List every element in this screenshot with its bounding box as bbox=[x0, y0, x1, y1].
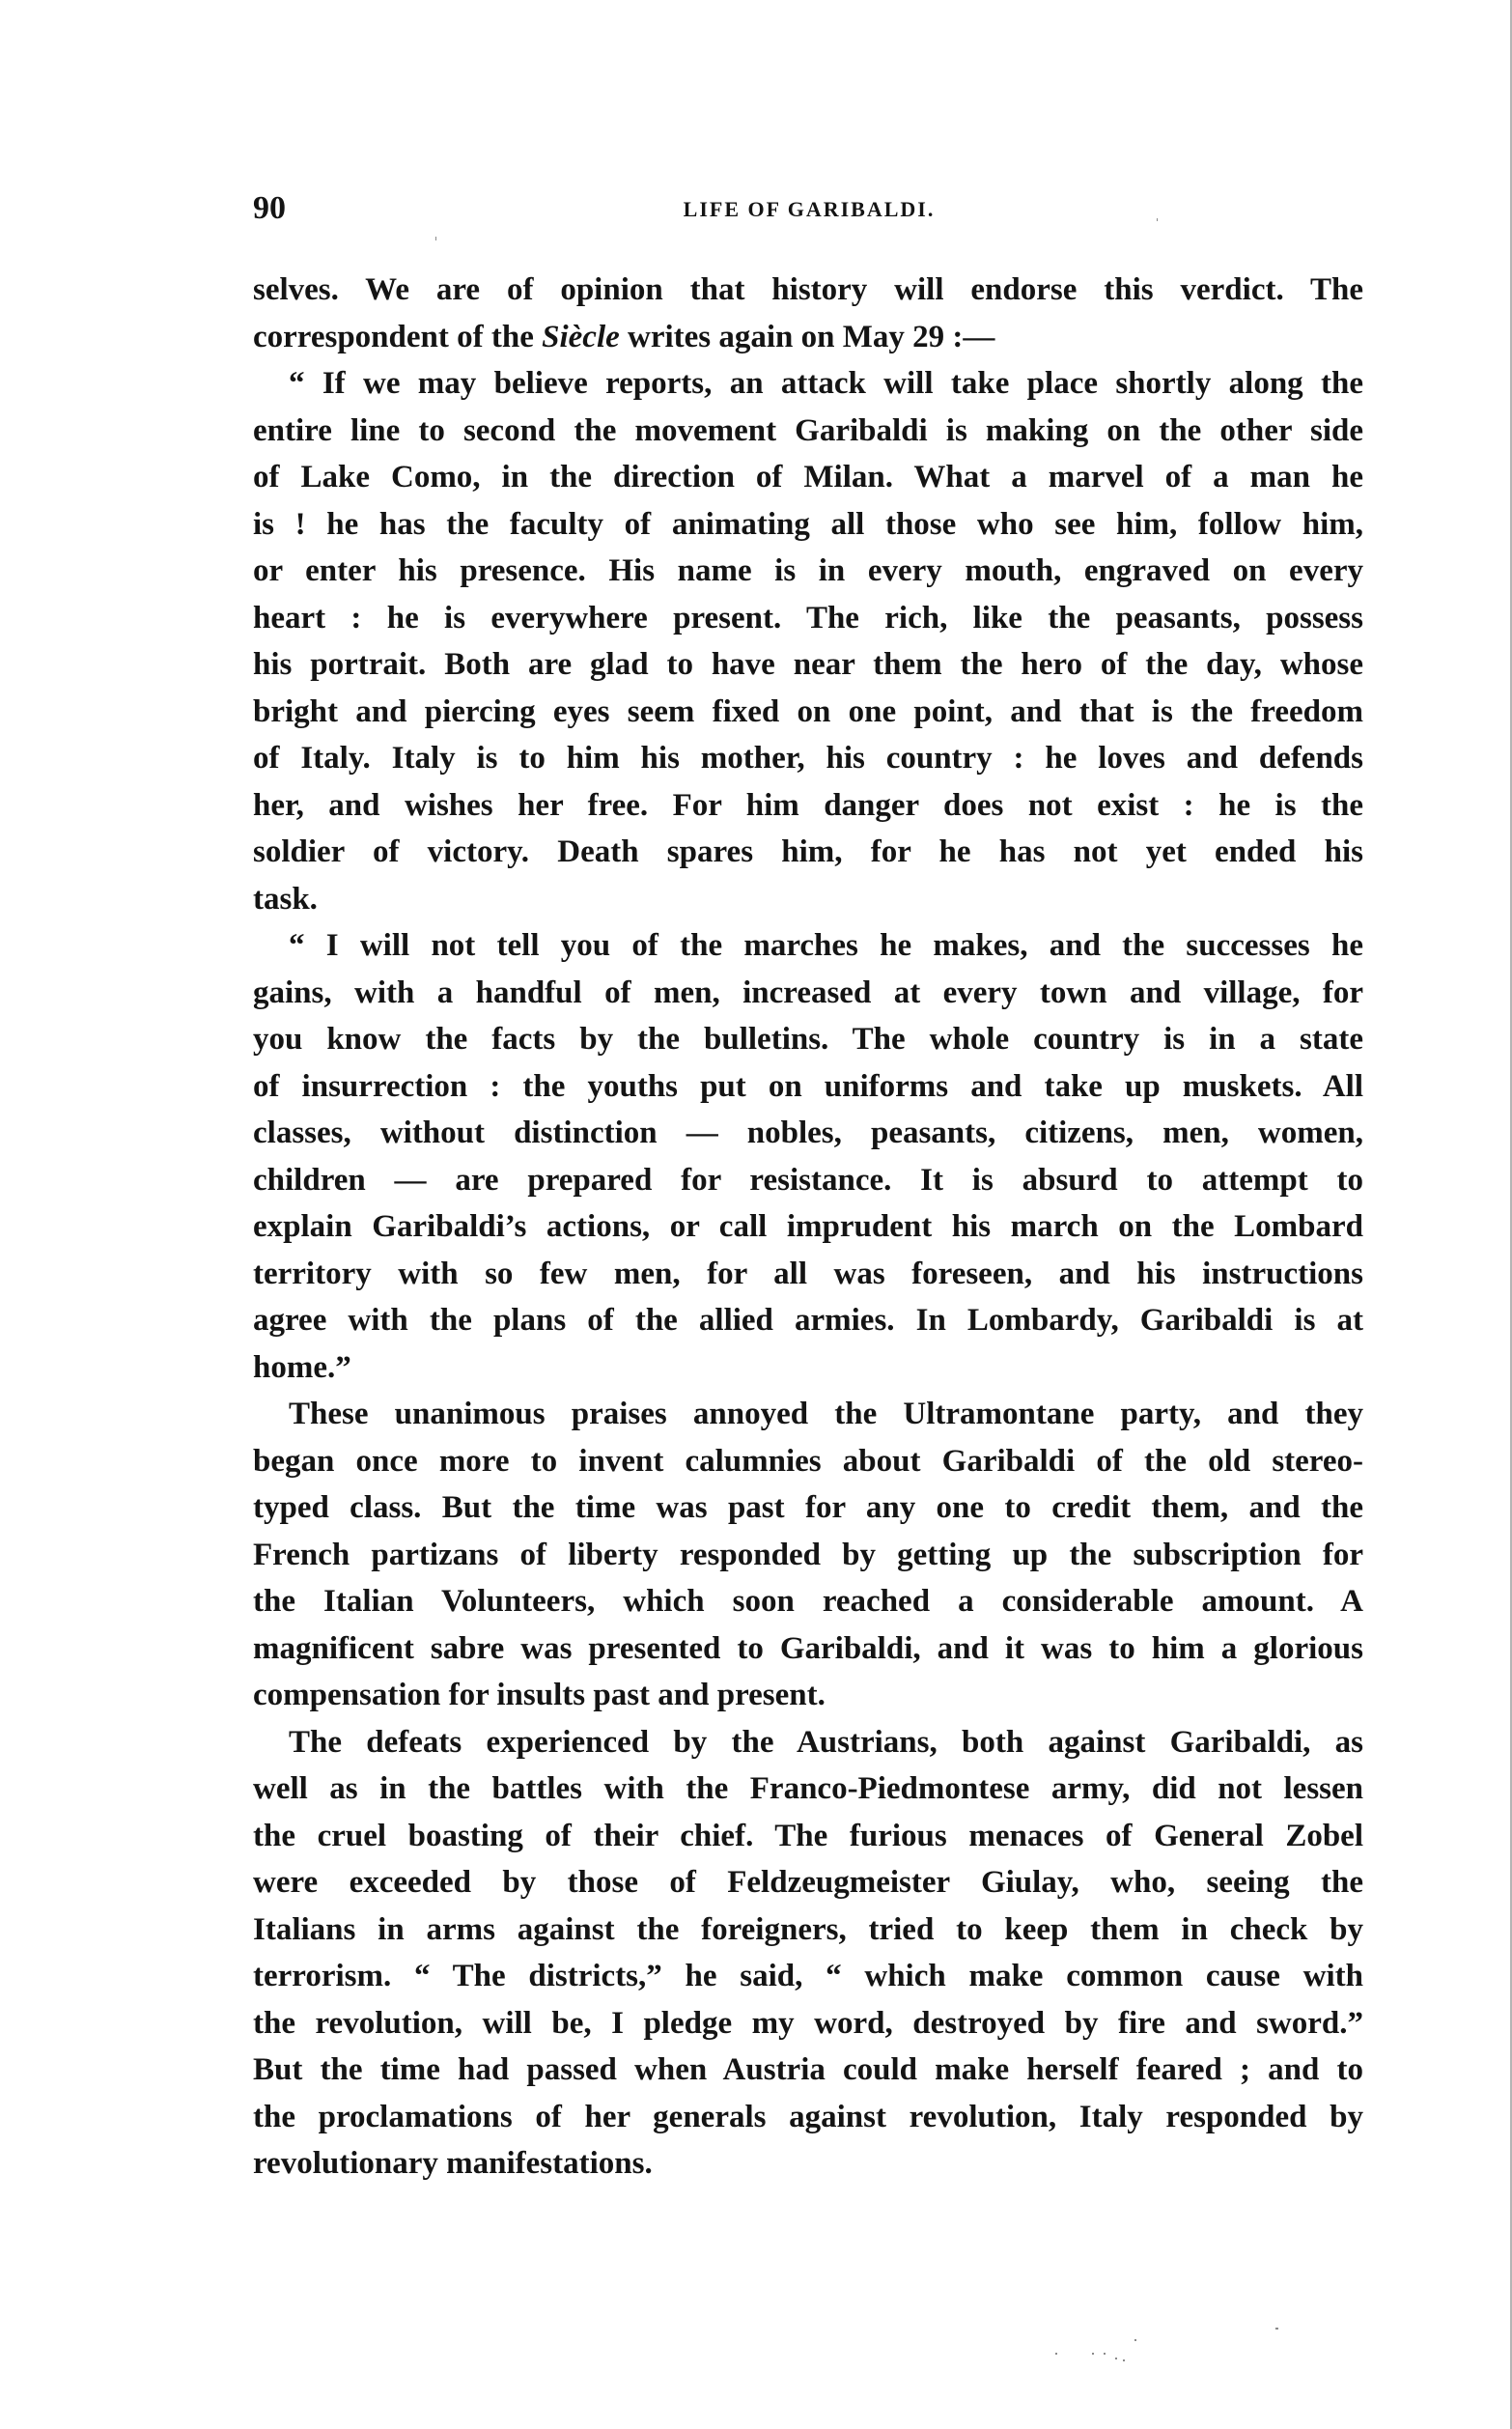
text-line: of Lake Como, in the direction of Milan. What a marvel of a man he bbox=[253, 460, 1363, 494]
text-line: her, and wishes her free. For him danger does not exist : he is the bbox=[253, 787, 1363, 823]
scan-speck bbox=[1104, 2353, 1106, 2355]
text-line: well as in the battles with the Franco-Piedmontese army, did not lessen bbox=[253, 1771, 1363, 1806]
text-line: These unanimous praises annoyed the Ultramontane party, and they bbox=[289, 1397, 1363, 1431]
text-line: magnificent sabre was presented to Garibaldi, and it was to him a glorious bbox=[253, 1630, 1363, 1666]
text-line: gains, with a handful of men, increased at every town and village, for bbox=[253, 974, 1363, 1010]
text-line: agree with the plans of the allied armies. In Lombardy, Garibaldi is at bbox=[253, 1303, 1363, 1338]
scan-speck bbox=[1134, 2339, 1136, 2341]
text-line: the cruel boasting of their chief. The furious menaces of General Zobel bbox=[253, 1818, 1363, 1853]
text-line: revolutionary manifestations. bbox=[253, 2146, 653, 2181]
text-line: home.” bbox=[253, 1349, 351, 1385]
scan-speck bbox=[1123, 2359, 1125, 2361]
text-line: typed class. But the time was past for any one to credit them, and the bbox=[253, 1490, 1363, 1525]
text-line: selves. We are of opinion that history will endorse this verdict. The bbox=[253, 272, 1363, 307]
scan-speck bbox=[435, 237, 436, 240]
italic-title: Siècle bbox=[542, 319, 620, 354]
scan-speck bbox=[1115, 2358, 1117, 2359]
text-line: soldier of victory. Death spares him, for he has not yet ended his bbox=[253, 834, 1363, 869]
text-line: children — are prepared for resistance. It is absurd to attempt to bbox=[253, 1162, 1363, 1198]
running-head bbox=[253, 189, 1363, 228]
text-line: is ! he has the faculty of animating all those who see him, follow him, bbox=[253, 506, 1363, 542]
text-line: explain Garibaldi’s actions, or call imprudent his march on the Lombard bbox=[253, 1209, 1363, 1244]
text-line: compensation for insults past and present. bbox=[253, 1678, 826, 1712]
text-line: you know the facts by the bulletins. The whole country is in a state bbox=[253, 1022, 1363, 1057]
text-line: classes, without distinction — nobles, peasants, citizens, men, women, bbox=[253, 1116, 1363, 1150]
scan-speck bbox=[1157, 218, 1158, 221]
text-line: French partizans of liberty responded by getting up the subscription for bbox=[253, 1537, 1363, 1572]
text-line: terrorism. “ The districts,” he said, “ which make common cause with bbox=[253, 1959, 1363, 1993]
body-text bbox=[253, 267, 1363, 2188]
text-line: or enter his presence. His name is in every mouth, engraved on every bbox=[253, 553, 1363, 588]
text-line: “ I will not tell you of the marches he makes, and the successes he bbox=[289, 928, 1363, 963]
text-segment: correspondent of the bbox=[253, 319, 543, 354]
text-line: the Italian Volunteers, which soon reached a considerable amount. A bbox=[253, 1584, 1363, 1619]
text-segment: writes again on May 29 :— bbox=[619, 319, 995, 354]
text-line: Italians in arms against the foreigners, tried to keep them in check by bbox=[253, 1911, 1363, 1947]
text-line: were exceeded by those of Feldzeugmeister Giulay, who, seeing the bbox=[253, 1865, 1363, 1900]
running-title: LIFE OF GARIBALDI. bbox=[683, 197, 936, 221]
text-line: of insurrection : the youths put on uniforms and take up muskets. All bbox=[253, 1068, 1363, 1104]
scan-speck bbox=[1092, 2353, 1094, 2355]
text-line bbox=[253, 314, 1363, 361]
text-line: territory with so few men, for all was foreseen, and his instructions bbox=[253, 1256, 1363, 1291]
text-line: entire line to second the movement Garibaldi is making on the other side bbox=[253, 412, 1363, 448]
text-line: task. bbox=[253, 881, 318, 917]
text-line: bright and piercing eyes seem fixed on one point, and that is the freedom bbox=[253, 693, 1363, 729]
page-number: 90 bbox=[253, 190, 286, 226]
text-line: the revolution, will be, I pledge my word, destroyed by fire and sword.” bbox=[253, 2005, 1363, 2041]
text-line: the proclamations of her generals against revolution, Italy responded by bbox=[253, 2099, 1363, 2134]
scan-speck bbox=[1055, 2353, 1057, 2355]
scan-speck bbox=[1275, 2328, 1278, 2330]
text-line: of Italy. Italy is to him his mother, his country : he loves and defends bbox=[253, 741, 1363, 776]
text-line: heart : he is everywhere present. The rich, like the peasants, possess bbox=[253, 600, 1363, 635]
text-line: “ If we may believe reports, an attack will take place shortly along the bbox=[289, 366, 1363, 401]
text-line: The defeats experienced by the Austrians, both against Garibaldi, as bbox=[289, 1724, 1363, 1760]
text-line: But the time had passed when Austria could make herself feared ; and to bbox=[253, 2052, 1363, 2087]
text-line: began once more to invent calumnies about Garibaldi of the old stereo- bbox=[253, 1443, 1363, 1479]
text-line: his portrait. Both are glad to have near them the hero of the day, whose bbox=[253, 647, 1363, 682]
